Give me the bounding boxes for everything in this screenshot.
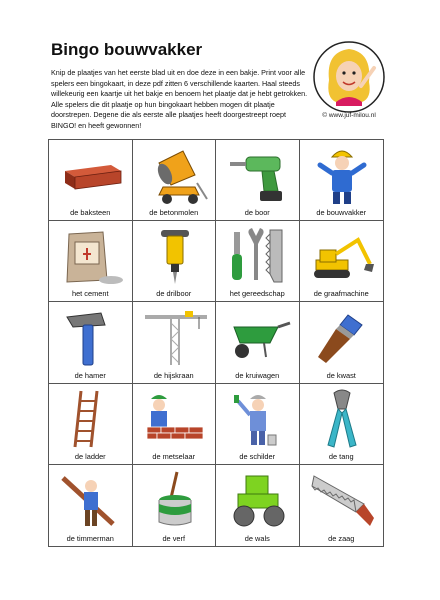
card-verf (133, 465, 217, 546)
card-label: de ladder (74, 451, 106, 461)
card-ladder (49, 384, 133, 465)
carpenter-icon (53, 468, 129, 532)
construction-worker-icon (304, 143, 380, 207)
card-kruiwagen (216, 302, 300, 383)
card-label: de boor (244, 208, 270, 218)
saw-icon (304, 468, 380, 532)
card-hijskraan (133, 302, 217, 383)
instructions-text: Knip de plaatjes van het eerste blad uit en doe deze in een bakje. Print voor alle spelers een bingokaart, in deze pdf zitten 6 verschillende kaarten. Haal steeds willekeurig een kaartje uit het bakje en benoem het plaatje dat je hebt getrokken. Alle spelers die dit plaatje op hun bingokaart hebben mogen dit plaatje doorstrepen. Degene die als eerste alle plaatjes heeft doorgestreept roept BINGO! en heeft gewonnen! (51, 68, 308, 130)
jackhammer-icon (137, 224, 213, 288)
card-cement (49, 221, 133, 302)
card-drilboor (133, 221, 217, 302)
card-label: de kruiwagen (235, 370, 280, 380)
card-schilder (216, 384, 300, 465)
card-bouwvakker (300, 140, 384, 221)
excavator-icon (304, 224, 380, 288)
card-kwast (300, 302, 384, 383)
card-graafmachine (300, 221, 384, 302)
card-label: de hamer (74, 370, 106, 380)
card-zaag (300, 465, 384, 546)
card-label: de bouwvakker (316, 208, 367, 218)
card-label: de timmerman (66, 533, 114, 543)
card-label: de wals (244, 533, 270, 543)
card-label: de tang (328, 451, 354, 461)
wheelbarrow-icon (220, 305, 296, 369)
cement-mixer-icon (137, 143, 213, 207)
card-hamer (49, 302, 133, 383)
ladder-icon (53, 387, 129, 451)
paint-can-icon (137, 468, 213, 532)
bricklayer-icon (137, 387, 213, 451)
card-wals (216, 465, 300, 546)
crane-icon (137, 305, 213, 369)
card-label: de zaag (328, 533, 355, 543)
card-label: de drilboor (156, 289, 192, 299)
paintbrush-icon (304, 305, 380, 369)
road-roller-icon (220, 468, 296, 532)
hammer-icon (53, 305, 129, 369)
logo-text: © www.juf-milou.nl (322, 112, 376, 119)
card-metselaar (133, 384, 217, 465)
card-betonmolen (133, 140, 217, 221)
card-label: de verf (162, 533, 186, 543)
painter-icon (220, 387, 296, 451)
card-boor (216, 140, 300, 221)
page-title: Bingo bouwvakker (51, 40, 203, 59)
card-tang (300, 384, 384, 465)
card-baksteen (49, 140, 133, 221)
card-label: de betonmolen (149, 208, 199, 218)
brick-icon (53, 143, 129, 207)
card-label: het cement (71, 289, 109, 299)
card-label: de hijskraan (153, 370, 194, 380)
drill-icon (220, 143, 296, 207)
card-gereedschap (216, 221, 300, 302)
card-timmerman (49, 465, 133, 546)
card-label: de graafmachine (313, 289, 369, 299)
card-label: het gereedschap (229, 289, 285, 299)
card-label: de metselaar (152, 451, 196, 461)
card-label: de baksteen (70, 208, 111, 218)
bingo-card-grid (48, 139, 384, 547)
card-label: de kwast (326, 370, 356, 380)
juf-milou-logo (312, 40, 386, 120)
pliers-icon (304, 387, 380, 451)
cement-bag-icon (53, 224, 129, 288)
card-label: de schilder (239, 451, 276, 461)
tools-icon (220, 224, 296, 288)
